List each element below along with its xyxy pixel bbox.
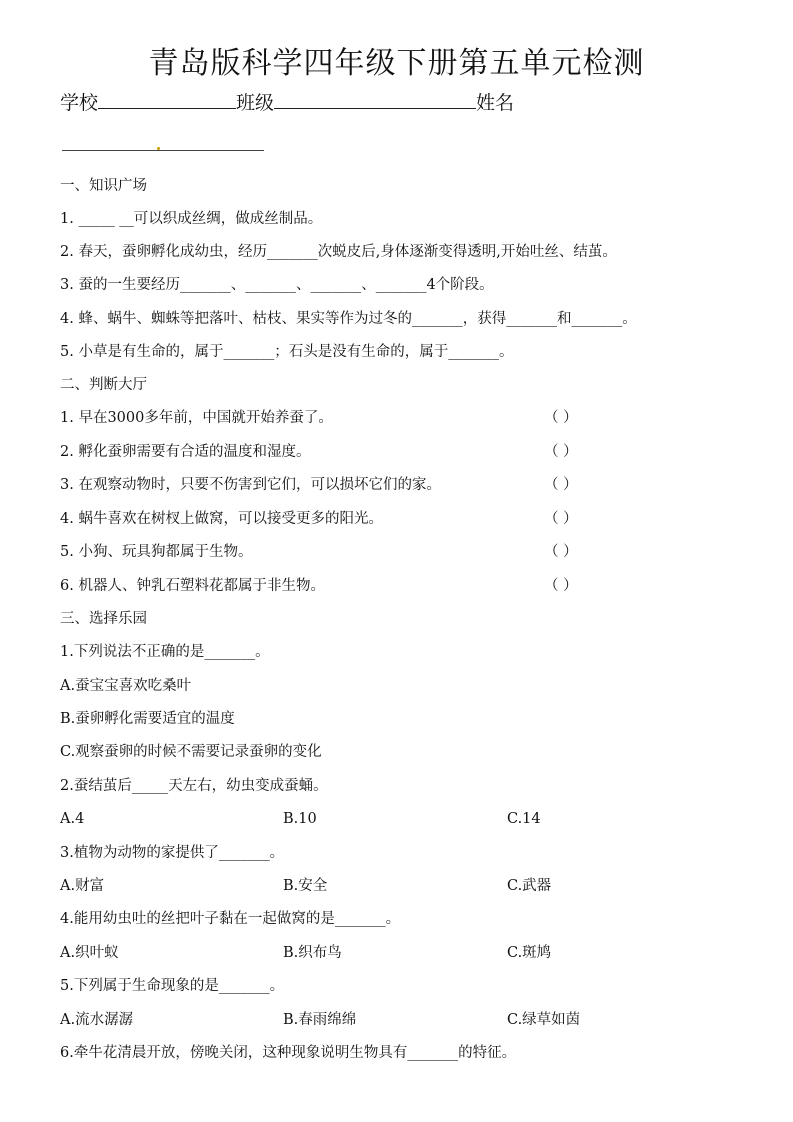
choice-2-option-b: B.10 [283, 811, 317, 827]
fill-question-4: 4. 蜂、蜗牛、蜘蛛等把落叶、枯枝、果实等作为过冬的_______，获得_______和_______。 [60, 311, 637, 327]
fill-question-3: 3. 蚕的一生要经历_______、_______、_______、_______4个阶段。 [60, 277, 494, 293]
choice-question-6: 6.牵牛花清晨开放，傍晚关闭，这种现象说明生物具有_______的特征。 [60, 1045, 517, 1061]
choice-4-option-a: A.织叶蚁 [60, 945, 119, 961]
judge-question-3: 3. 在观察动物时，只要不伤害到它们，可以损坏它们的家。 [60, 477, 441, 493]
choice-2-option-a: A.4 [60, 811, 85, 827]
name-blank-line [62, 150, 264, 151]
choice-question-2: 2.蚕结茧后_____天左右，幼虫变成蚕蛹。 [60, 778, 328, 794]
choice-4-option-c: C.斑鸠 [507, 945, 552, 961]
choice-5-option-b: B.春雨绵绵 [283, 1012, 357, 1028]
answer-parentheses-2: （ ） [544, 444, 578, 460]
fill-question-1: 1. _____ __可以织成丝绸，做成丝制品。 [60, 211, 323, 227]
section-heading-choice: 三、选择乐园 [60, 611, 147, 627]
judge-question-6: 6. 机器人、钟乳石塑料花都属于非生物。 [60, 578, 325, 594]
judge-question-2: 2. 孵化蚕卵需要有合适的温度和湿度。 [60, 444, 311, 460]
choice-1-option-a: A.蚕宝宝喜欢吃桑叶 [60, 678, 192, 694]
answer-parentheses-1: （ ） [544, 410, 578, 426]
choice-question-3: 3.植物为动物的家提供了_______。 [60, 845, 285, 861]
choice-1-option-b: B.蚕卵孵化需要适宜的温度 [60, 711, 235, 727]
class-blank [274, 90, 476, 109]
section-heading-knowledge: 一、知识广场 [60, 178, 147, 194]
name-label: 姓名 [476, 92, 515, 114]
answer-parentheses-5: （ ） [544, 544, 578, 560]
page-title: 青岛版科学四年级下册第五单元检测 [148, 46, 645, 81]
choice-1-option-c: C.观察蚕卵的时候不需要记录蚕卵的变化 [60, 744, 322, 760]
judge-question-4: 4. 蜗牛喜欢在树杈上做窝，可以接受更多的阳光。 [60, 511, 383, 527]
class-label: 班级 [236, 92, 275, 114]
choice-question-1: 1.下列说法不正确的是_______。 [60, 644, 270, 660]
choice-question-4: 4.能用幼虫吐的丝把叶子黏在一起做窝的是_______。 [60, 911, 401, 927]
choice-3-option-c: C.武器 [507, 878, 552, 894]
choice-question-5: 5.下列属于生命现象的是_______。 [60, 978, 285, 994]
school-label: 学校 [60, 92, 99, 114]
choice-5-option-a: A.流水潺潺 [60, 1012, 134, 1028]
school-blank [98, 90, 236, 109]
choice-2-option-c: C.14 [507, 811, 541, 827]
answer-parentheses-4: （ ） [544, 511, 578, 527]
answer-parentheses-6: （ ） [544, 578, 578, 594]
section-heading-judgement: 二、判断大厅 [60, 377, 147, 393]
choice-4-option-b: B.织布鸟 [283, 945, 342, 961]
choice-3-option-b: B.安全 [283, 878, 328, 894]
speck-mark [157, 147, 160, 150]
answer-parentheses-3: （ ） [544, 477, 578, 493]
choice-3-option-a: A.财富 [60, 878, 105, 894]
judge-question-5: 5. 小狗、玩具狗都属于生物。 [60, 544, 253, 560]
student-info-row [60, 88, 514, 115]
fill-question-5: 5. 小草是有生命的，属于_______；石头是没有生命的，属于_______。 [60, 344, 514, 360]
judge-question-1: 1. 早在3000多年前，中国就开始养蚕了。 [60, 410, 333, 426]
choice-5-option-c: C.绿草如茵 [507, 1012, 581, 1028]
fill-question-2: 2. 春天，蚕卵孵化成幼虫，经历_______次蜕皮后,身体逐渐变得透明,开始吐丝、结茧。 [60, 244, 617, 260]
